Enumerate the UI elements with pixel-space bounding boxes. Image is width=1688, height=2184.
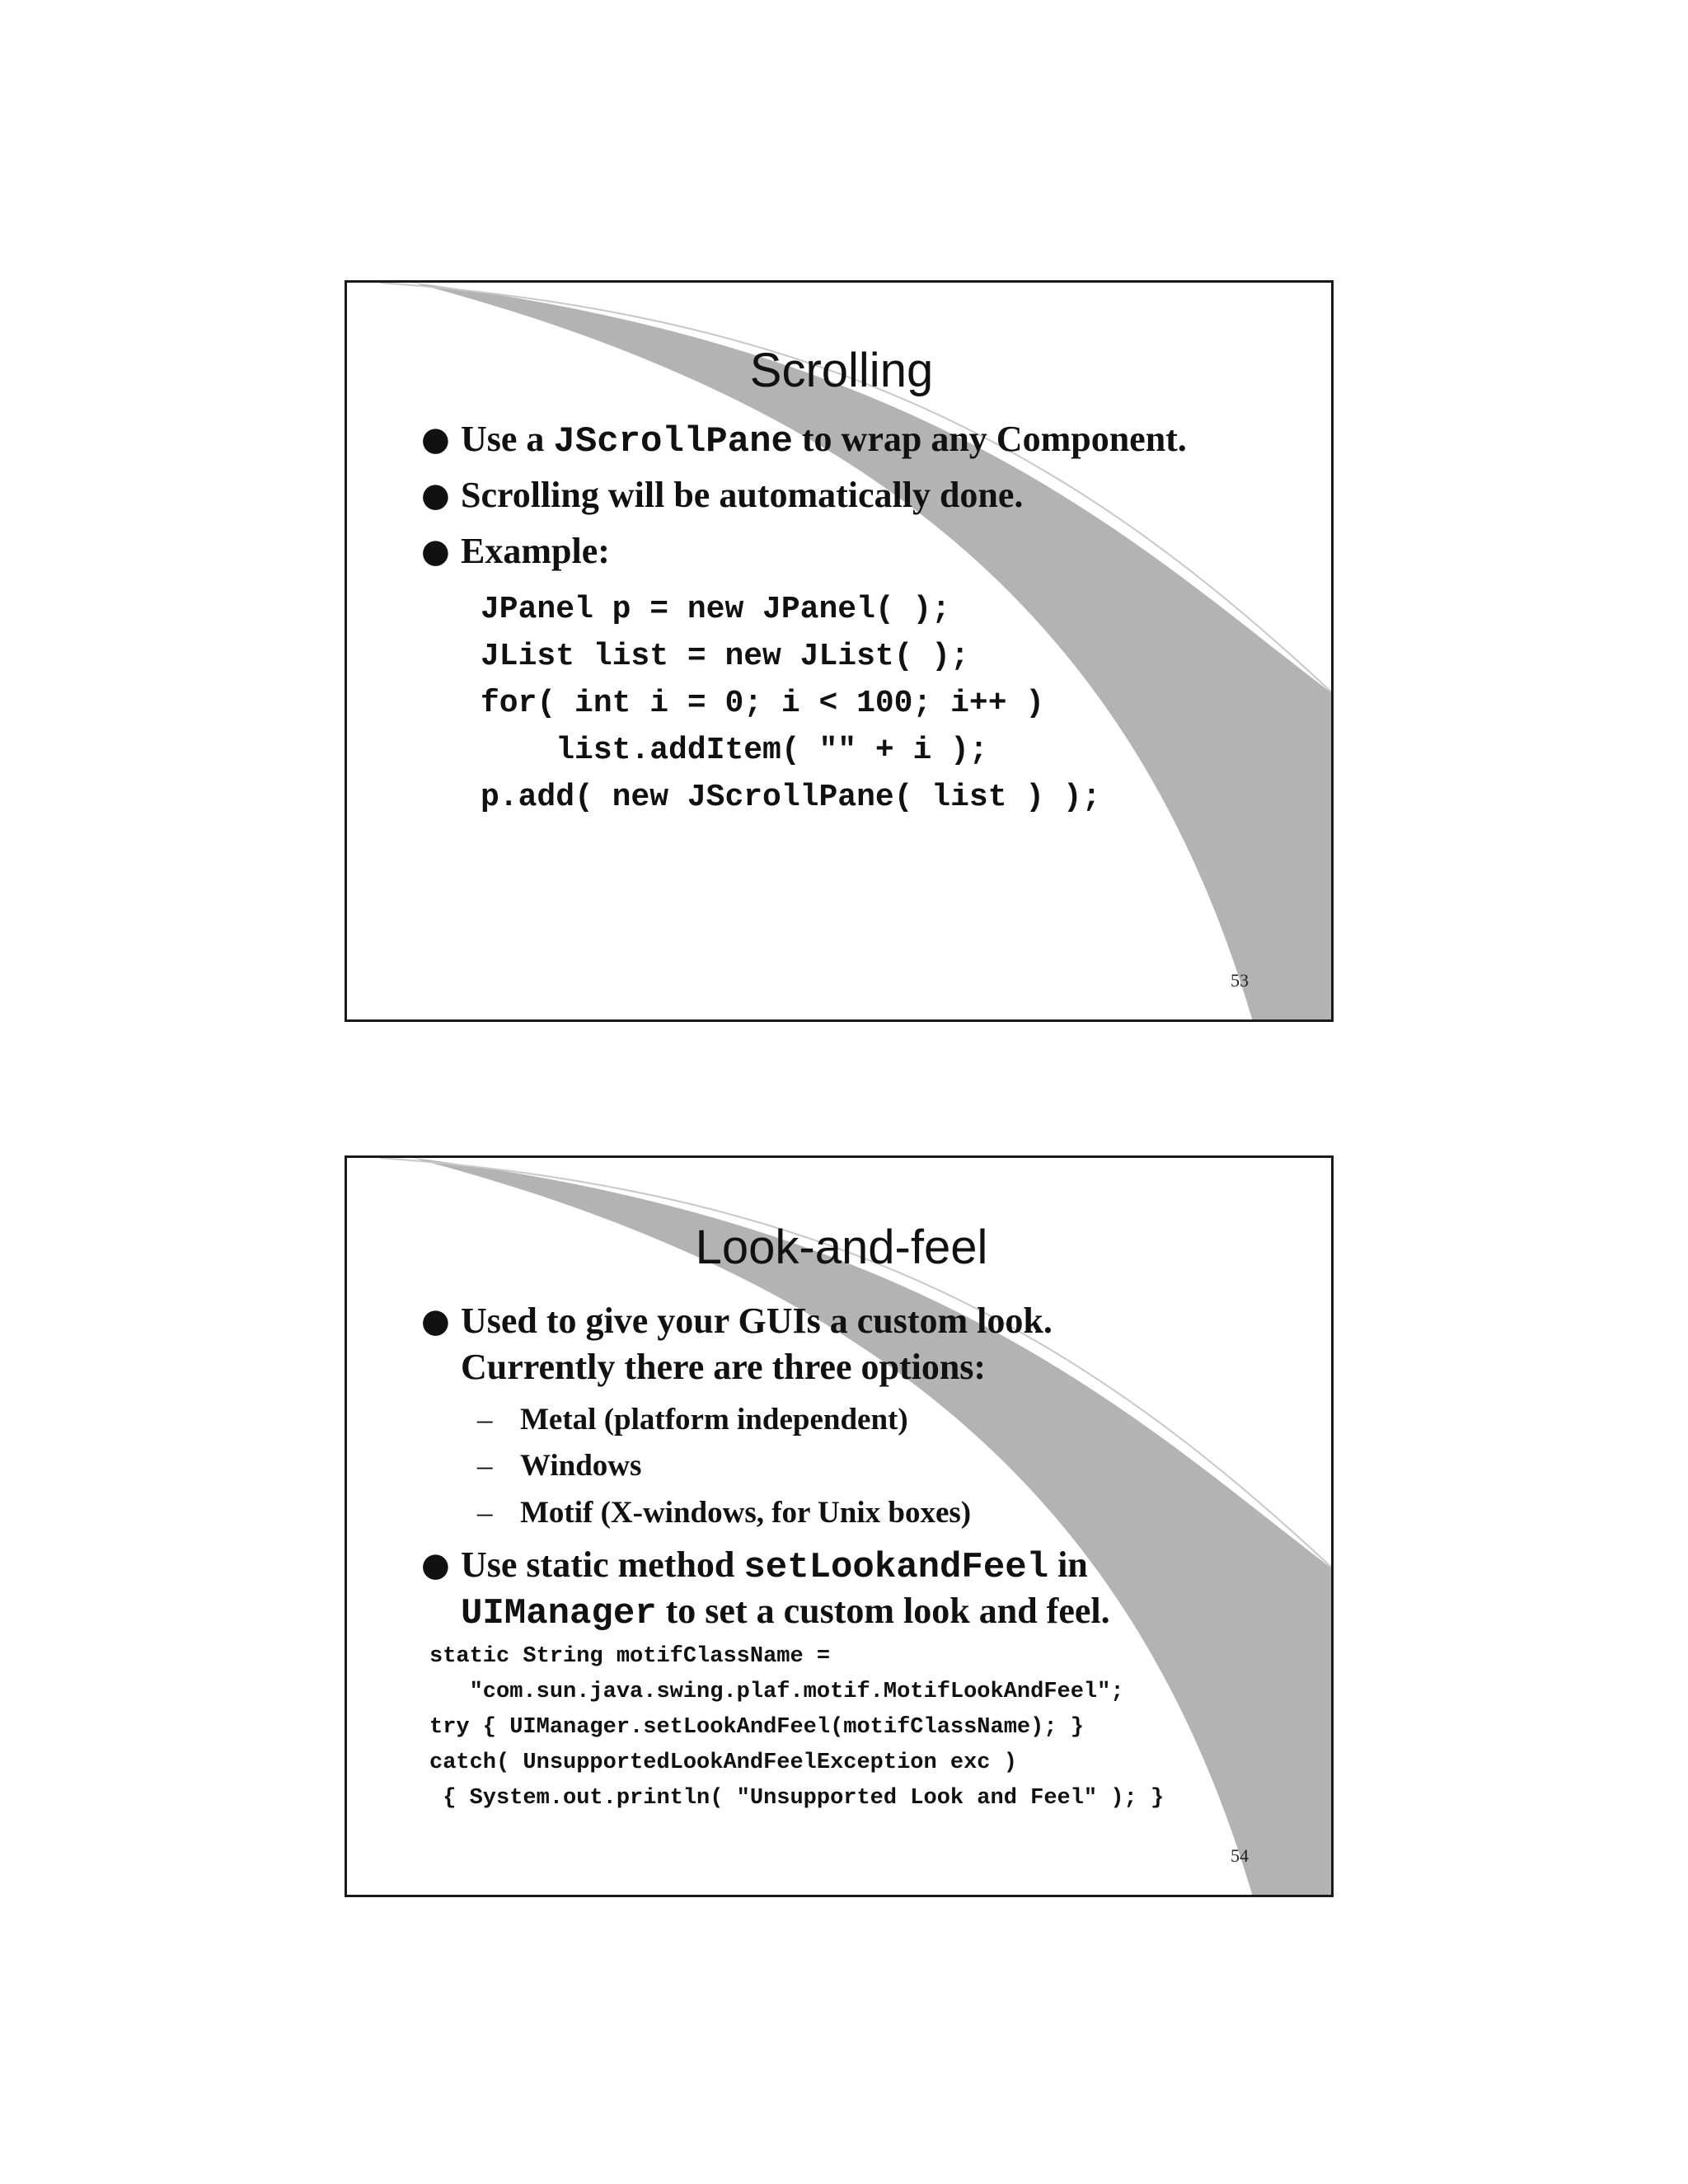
dash-icon: –	[477, 1449, 493, 1483]
bullet-icon: ●	[421, 420, 450, 458]
dash-icon: –	[477, 1403, 493, 1436]
code-line: "com.sun.java.swing.plaf.motif.MotifLookAndFeel";	[429, 1680, 1124, 1704]
inline-code: setLookandFeel	[743, 1547, 1049, 1588]
dash-icon: –	[477, 1496, 493, 1530]
bullet-icon: ●	[421, 532, 450, 570]
code-line: try { UIManager.setLookAndFeel(motifClassName); }	[429, 1715, 1084, 1740]
code-line: static String motifClassName =	[429, 1644, 831, 1669]
page-number: 54	[1231, 1845, 1249, 1866]
bullet-icon: ●	[421, 476, 450, 514]
inline-code: UIManager	[461, 1593, 657, 1634]
code-line: for( int i = 0; i < 100; i++ )	[481, 686, 1045, 721]
slide-scrolling: Scrolling ● Use a JScrollPane to wrap any Component. ● Scrolling will be automatically done. ● Example: JPanel p = new JPanel( ); JList list = new JList( ); for( int i = 0; i < 100; i++ ) list.addItem( "" + i ); p.add( new JScrollPane( list ) ); 53	[345, 280, 1334, 1022]
inline-code: JScrollPane	[553, 421, 793, 462]
bullet-icon: ●	[421, 1546, 450, 1584]
code-line: list.addItem( "" + i );	[481, 733, 988, 768]
slide-look-and-feel: Look-and-feel ● Used to give your GUIs a custom look. Currently there are three options: – Metal (platform independent) – Windows – Motif (X-windows, for Unix boxes) ● Use static method setLookandFeel in UIManager to set a custom look and feel. static String motifClassName = "com.sun.java.swing.plaf.motif.MotifLookAndFeel"; try { UIManager.setLookAndFeel(motifClassName); } catch( UnsupportedLookAndFeelException exc ) { System.out.println( "Unsupported Look and Feel" ); } 54	[345, 1155, 1334, 1897]
code-line: JPanel p = new JPanel( );	[481, 592, 951, 627]
code-line: { System.out.println( "Unsupported Look and Feel" ); }	[429, 1786, 1165, 1811]
code-line: catch( UnsupportedLookAndFeelException exc )	[429, 1750, 1017, 1775]
code-line: p.add( new JScrollPane( list ) );	[481, 780, 1101, 815]
bullet-icon: ●	[421, 1302, 450, 1340]
page-number: 53	[1231, 970, 1249, 991]
code-line: JList list = new JList( );	[481, 639, 969, 674]
